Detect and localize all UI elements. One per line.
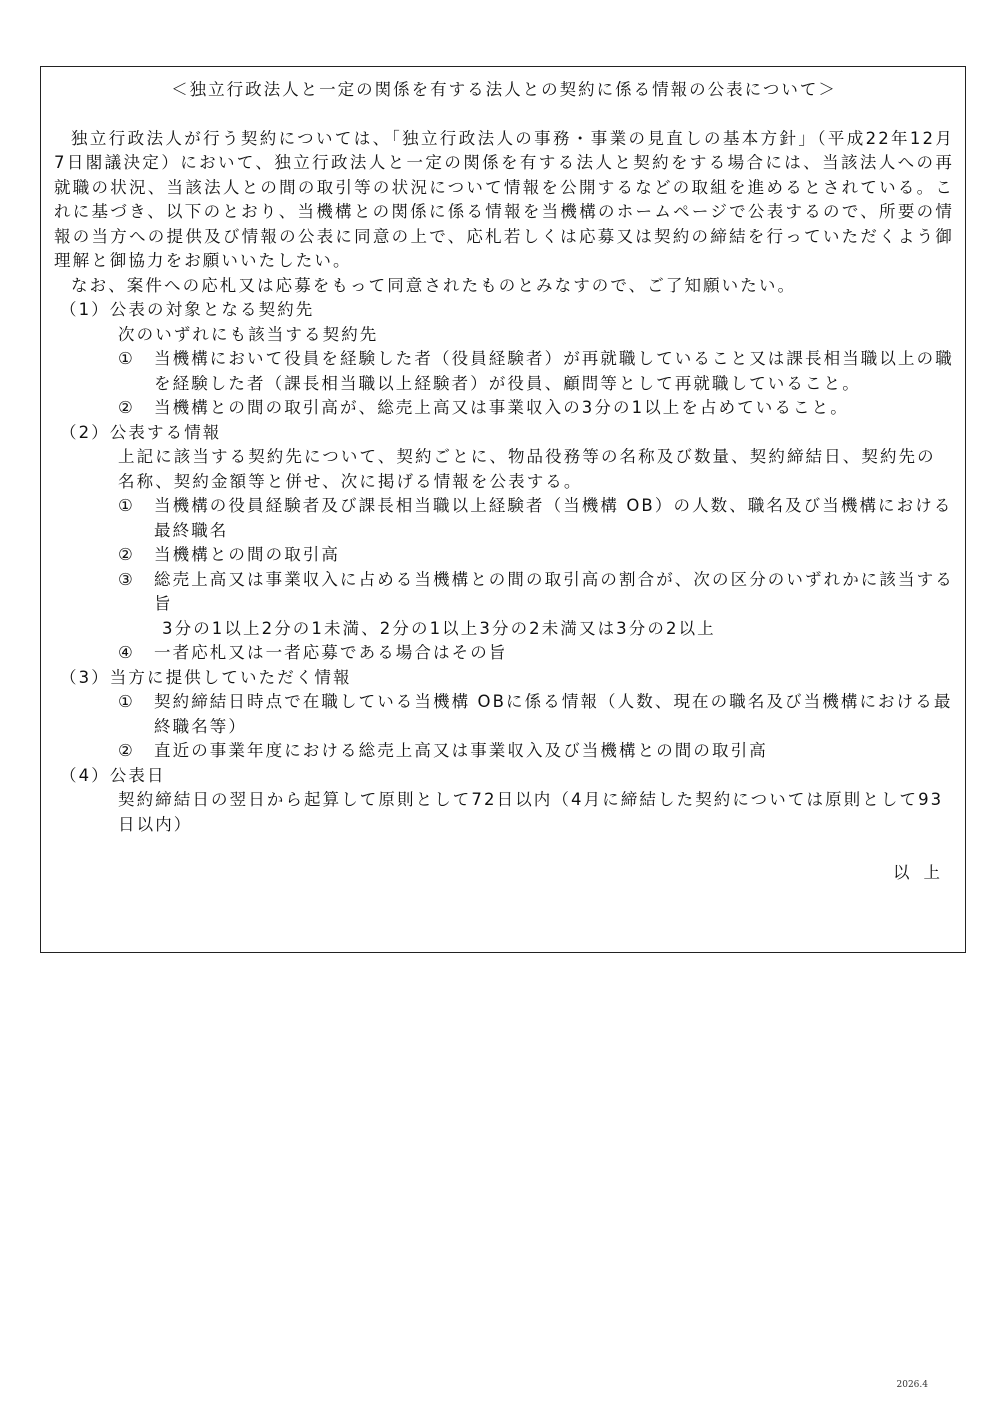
section2-item <box>54 543 954 568</box>
notice-content <box>54 78 954 902</box>
item-number: ② <box>118 398 135 417</box>
intro-paragraph: 独立行政法人が行う契約については、「独立行政法人の事務・事業の見直しの基本方針」（平成22年12月7日閣議決定）において、独立行政法人と一定の関係を有する法人と契約をする場合には、当該法人への再就職の状況、当該法人との間の取引等の状況について情報を公開するなどの取組を進めるとされている。これに基づき、以下のとおり、当機構との関係に係る情報を当機構のホームページで公表するので、所要の情報の当方への提供及び情報の公表に同意の上で、応札若しくは応募又は契約の締結を行っていただくよう御理解と御協力をお願いいたしたい。 <box>54 128 954 270</box>
item-number: ③ <box>118 569 135 589</box>
section2-item <box>54 641 954 666</box>
item-number: ① <box>118 496 135 515</box>
item-text: 当機構の役員経験者及び課長相当職以上経験者（当機構 OB）の人数、職名及び当機構における最終職名 <box>154 496 953 540</box>
section3-item <box>54 739 954 764</box>
item-text: 直近の事業年度における総売上高又は事業収入及び当機構との間の取引高 <box>154 741 768 760</box>
item-text: 当機構において役員を経験した者（役員経験者）が再就職していること又は課長相当職以上の職を経験した者（課長相当職以上経験者）が役員、顧問等として再就職していること。 <box>154 349 954 393</box>
item-text: 契約締結日時点で在職している当機構 OBに係る情報（人数、現在の職名及び当機構における最終職名等） <box>154 692 953 736</box>
closing-mark: 以上 <box>893 863 954 882</box>
item-number: ① <box>118 349 135 368</box>
item-number: ① <box>118 692 135 711</box>
item-number: ④ <box>118 643 135 662</box>
note-paragraph: なお、案件への応札又は応募をもって同意されたものとみなすので、ご了知願いたい。 <box>71 275 797 295</box>
section3-heading: （3）当方に提供していただく情報 <box>60 667 352 687</box>
section2-heading: （2）公表する情報 <box>60 422 222 442</box>
section1-heading: （1）公表の対象となる契約先 <box>60 300 315 319</box>
section4-heading: （4）公表日 <box>60 765 166 785</box>
item-text: 当機構との間の取引高が、総売上高又は事業収入の3分の1以上を占めていること。 <box>154 398 849 417</box>
notice-box <box>40 66 966 953</box>
section4-body: 契約締結日の翌日から起算して原則として72日以内（4月に締結した契約については原則として93日以内） <box>118 790 944 834</box>
section2-item <box>54 494 954 543</box>
section1-item <box>54 396 954 421</box>
revision-date: 2026.4 <box>896 1380 928 1390</box>
section2-item <box>54 568 954 617</box>
document-title: ＜独立行政法人と一定の関係を有する法人との契約に係る情報の公表について＞ <box>171 80 837 99</box>
section1-item <box>54 347 954 396</box>
section1-body: 次のいずれにも該当する契約先 <box>118 324 379 344</box>
section2-body: 上記に該当する契約先について、契約ごとに、物品役務等の名称及び数量、契約締結日、契約先の名称、契約金額等と併せ、次に掲げる情報を公表する。 <box>118 447 936 491</box>
ratio-categories: 3分の1以上2分の1未満、2分の1以上3分の2未満又は3分の2以上 <box>162 618 716 638</box>
item-number: ② <box>118 741 135 760</box>
item-text: 一者応札又は一者応募である場合はその旨 <box>154 643 508 662</box>
item-number: ② <box>118 545 135 564</box>
item-text: 当機構との間の取引高 <box>154 545 340 564</box>
item-text: 総売上高又は事業収入に占める当機構との間の取引高の割合が、次の区分のいずれかに該当する旨 <box>154 569 954 613</box>
section3-item <box>54 690 954 739</box>
